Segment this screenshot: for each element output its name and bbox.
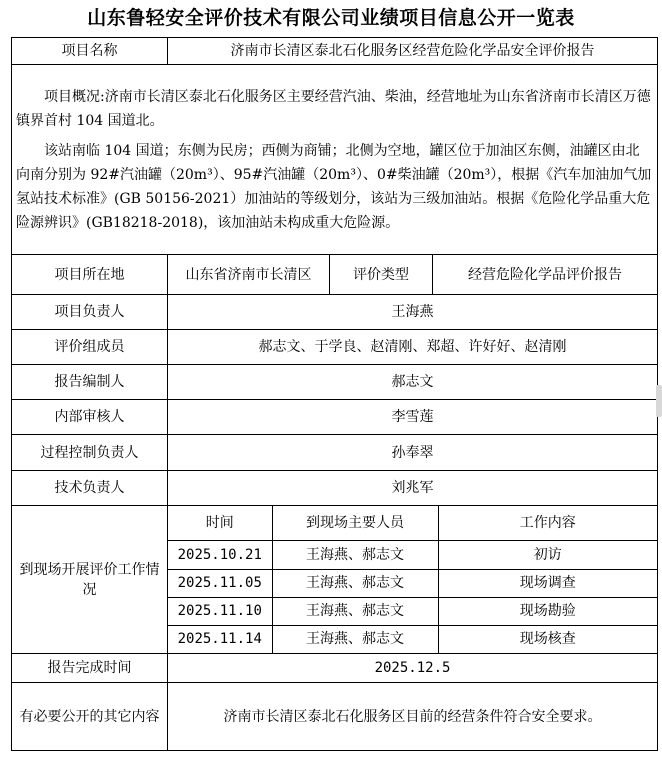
tech-value: 刘兆军 [168,471,658,506]
visit-date: 2025.11.05 [168,569,272,597]
reviewer-label: 内部审核人 [12,400,168,435]
visits-cell [168,506,658,654]
members-label: 评价组成员 [12,330,168,365]
other-value: 济南市长清区泰北石化服务区目前的经营条件符合安全要求。 [168,683,658,751]
visits-header-people: 到现场主要人员 [272,506,438,540]
visit-people: 王海燕、郝志文 [272,569,438,597]
visit-work: 现场调查 [438,569,657,597]
eval-type-label: 评价类型 [330,255,433,295]
overview-paragraph-1: 项目概况:济南市长清区泰北石化服务区主要经营汽油、柴油，经营地址为山东省济南市长清区万德镇界首村 104 国道北。 [16,88,651,129]
visit-work: 现场核查 [438,625,657,653]
visits-header-time: 时间 [168,506,272,540]
visit-date: 2025.11.10 [168,597,272,625]
reviewer-value: 李雪莲 [168,400,658,435]
visits-header-work: 工作内容 [438,506,657,540]
tech-label: 技术负责人 [12,471,168,506]
info-table [11,37,658,751]
leader-value: 王海燕 [168,295,658,330]
location-value: 山东省济南市长清区 [168,255,330,295]
page-title: 山东鲁轻安全评价技术有限公司业绩项目信息公开一览表 [87,7,575,29]
project-name-label: 项目名称 [12,38,168,65]
writer-label: 报告编制人 [12,365,168,400]
visit-people: 王海燕、郝志文 [272,540,438,569]
visit-date: 2025.11.14 [168,625,272,653]
visit-people: 王海燕、郝志文 [272,625,438,653]
project-overview [12,65,658,255]
visit-people: 王海燕、郝志文 [272,597,438,625]
members-value: 郝志文、于学良、赵清刚、郑超、许好好、赵清刚 [168,330,658,365]
scrollbar-thumb[interactable] [656,385,662,417]
location-label: 项目所在地 [12,255,168,295]
other-label: 有必要公开的其它内容 [12,683,168,751]
visit-work: 现场勘验 [438,597,657,625]
visit-work: 初访 [438,540,657,569]
completion-label: 报告完成时间 [12,654,168,683]
writer-value: 郝志文 [168,365,658,400]
visits-table [168,506,657,653]
completion-value: 2025.12.5 [168,654,658,683]
process-label: 过程控制负责人 [12,435,168,471]
leader-label: 项目负责人 [12,295,168,330]
overview-paragraph-2: 该站南临 104 国道；东侧为民房；西侧为商铺；北侧为空地，罐区位于加油区东侧，油罐区由北向南分别为 92#汽油罐（20m³）、95#汽油罐（20m³）、0#柴油罐（20m³），根据《汽车加油加气加氢站技术标准》(GB 50156-2021）加油站的等级划分，该站为三级加油站。根据《危险化学品重大危险源辨识》(GB18218-2018)，该加油站未构成重大危险源。 [16,142,652,231]
visits-label: 到现场开展评价工作情况 [12,506,168,654]
project-name-value: 济南市长清区泰北石化服务区经营危险化学品安全评价报告 [168,38,658,65]
eval-type-value: 经营危险化学品评价报告 [433,255,658,295]
process-value: 孙奉翠 [168,435,658,471]
visit-date: 2025.10.21 [168,540,272,569]
